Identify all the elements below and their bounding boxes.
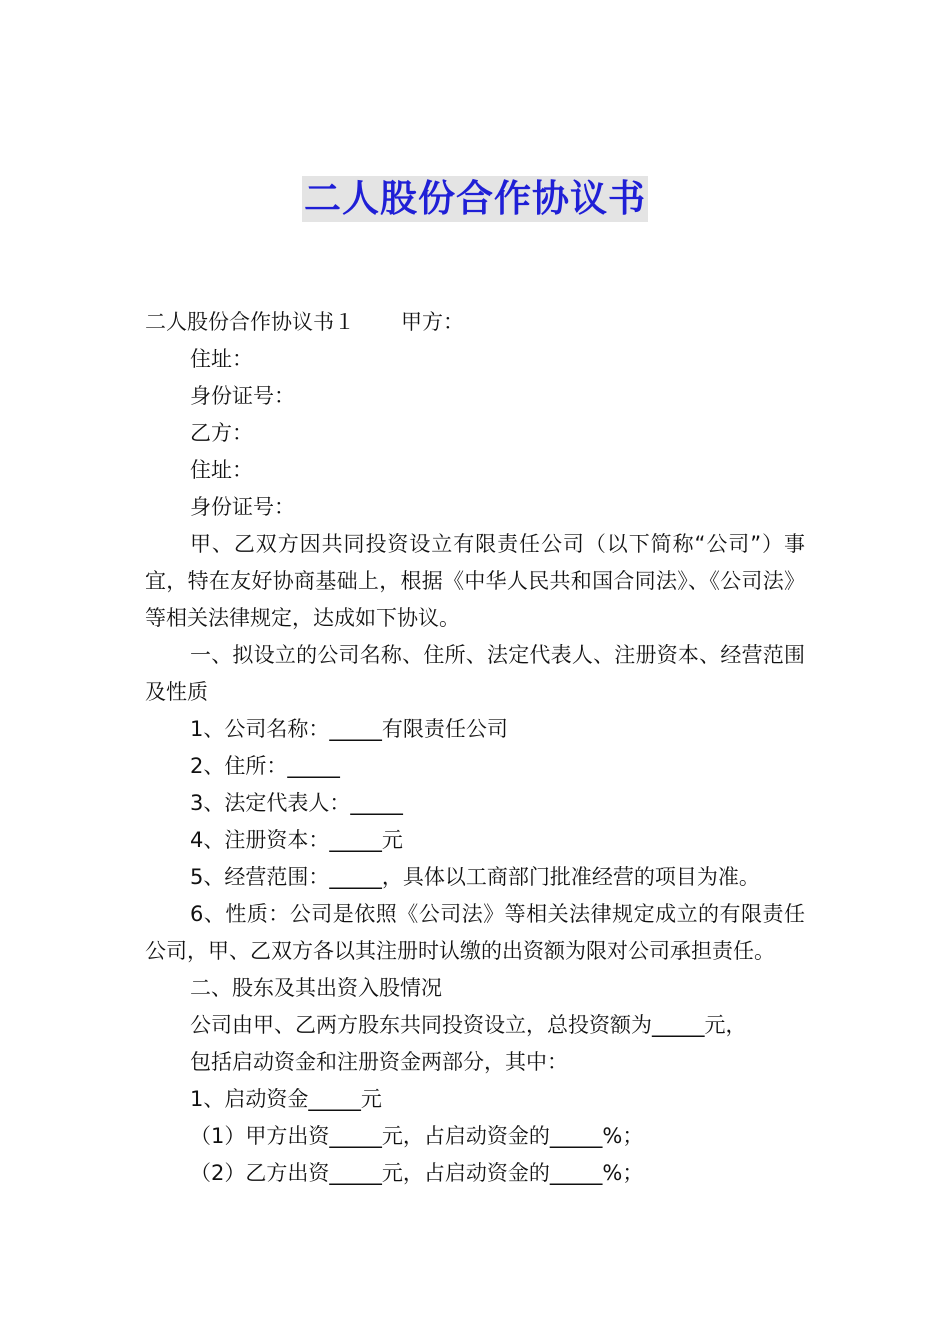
address-b-line: 住址： <box>190 458 253 482</box>
header-line <box>145 304 805 341</box>
address-a-line: 住址： <box>190 347 253 371</box>
section-2-item-1: 1、启动资金_____元 <box>190 1087 382 1111</box>
item-legal-rep: 3、法定代表人：_____ <box>190 791 403 815</box>
header-right: 甲方： <box>401 310 464 334</box>
section-2-sub-1: （1）甲方出资_____元，占启动资金的_____%； <box>190 1124 644 1148</box>
section-2-heading: 二、股东及其出资入股情况 <box>190 976 442 1000</box>
section-2-text-2: 包括启动资金和注册资金两部分，其中： <box>190 1050 568 1074</box>
item-capital: 4、注册资本：_____元 <box>190 828 403 852</box>
section-2-sub-2: （2）乙方出资_____元，占启动资金的_____%； <box>190 1161 644 1185</box>
party-b-line: 乙方： <box>190 421 253 445</box>
section-2-text-1: 公司由甲、乙两方股东共同投资设立，总投资额为_____元， <box>190 1013 747 1037</box>
item-address: 2、住所：_____ <box>190 754 340 778</box>
id-a-line: 身份证号： <box>190 384 295 408</box>
section-1-heading: 一、拟设立的公司名称、住所、法定代表人、注册资本、经营范围及性质 <box>145 643 805 704</box>
header-left: 二人股份合作协议书１ <box>145 310 355 334</box>
id-b-line: 身份证号： <box>190 495 295 519</box>
item-company-name: 1、公司名称：_____有限责任公司 <box>190 717 508 741</box>
title-container <box>0 176 950 222</box>
item-scope: 5、经营范围：_____，具体以工商部门批准经营的项目为准。 <box>190 865 760 889</box>
intro-paragraph: 甲、乙双方因共同投资设立有限责任公司（以下简称“公司”）事宜，特在友好协商基础上，根据《中华人民共和国合同法》、《公司法》等相关法律规定，达成如下协议。 <box>145 532 805 630</box>
document-title: 二人股份合作协议书 <box>304 177 646 220</box>
item-nature: 6、性质：公司是依照《公司法》等相关法律规定成立的有限责任公司，甲、乙双方各以其注册时认缴的出资额为限对公司承担责任。 <box>145 902 805 963</box>
document-body <box>145 304 805 1192</box>
